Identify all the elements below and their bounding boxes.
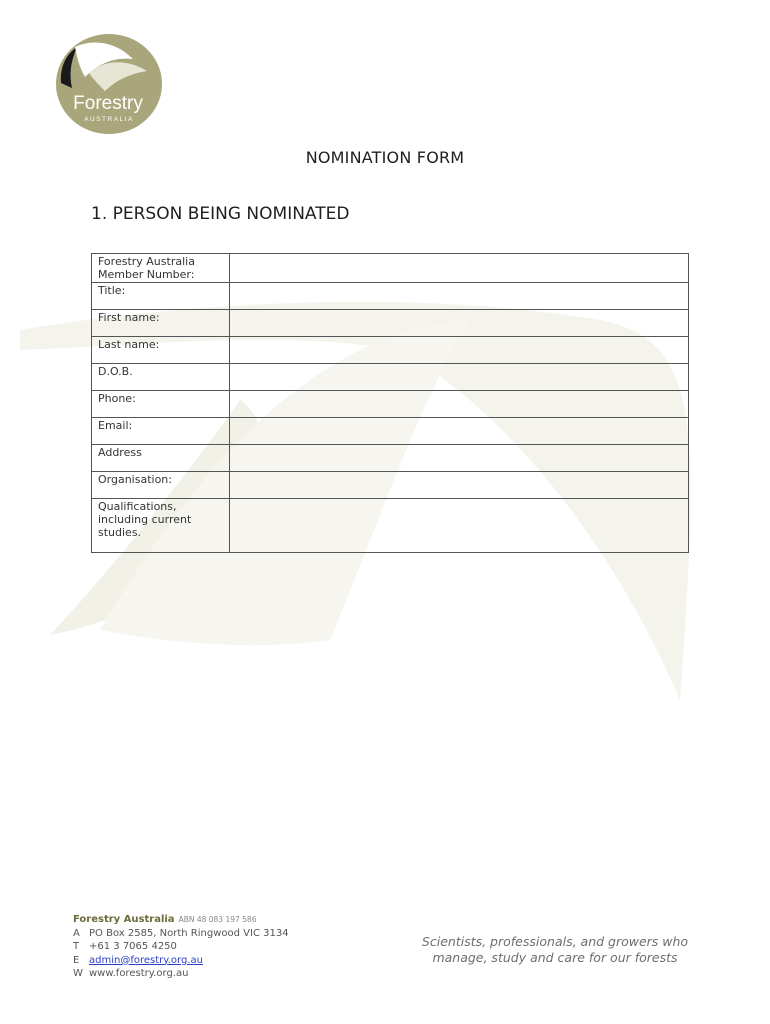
organisation-field[interactable] [230,472,689,499]
footer-email-link[interactable]: admin@forestry.org.au [89,954,203,966]
field-label-last-name: Last name: [92,337,230,364]
field-label-title: Title: [92,283,230,310]
table-row [92,445,689,472]
table-row [92,254,689,283]
footer-address: PO Box 2585, North Ringwood VIC 3134 [89,927,289,939]
footer-abn: ABN 48 083 197 586 [178,915,257,924]
field-label-dob: D.O.B. [92,364,230,391]
footer-contact [73,913,289,981]
field-label-qualifications: Qualifications, including current studies. [92,499,230,553]
field-label-organisation: Organisation: [92,472,230,499]
form-title: NOMINATION FORM [305,148,465,167]
field-label-first-name: First name: [92,310,230,337]
nominee-details-table [91,253,689,553]
section-title: 1. PERSON BEING NOMINATED [91,204,350,224]
table-row [92,310,689,337]
web-key: W [73,968,83,980]
footer-website: www.forestry.org.au [89,968,189,980]
email-key: E [73,954,80,966]
member-number-field[interactable] [230,254,689,283]
table-row [92,337,689,364]
title-field[interactable] [230,283,689,310]
table-row [92,283,689,310]
address-field[interactable] [230,445,689,472]
table-row [92,364,689,391]
field-label-address: Address [92,445,230,472]
logo-text: Forestry [73,93,143,114]
footer-org-name: Forestry Australia [73,914,175,925]
field-label-email: Email: [92,418,230,445]
field-label-phone: Phone: [92,391,230,418]
table-row [92,418,689,445]
first-name-field[interactable] [230,310,689,337]
field-label-member-number: Forestry Australia Member Number: [92,254,230,283]
phone-key: T [73,941,80,953]
table-row [92,499,689,553]
table-row [92,472,689,499]
phone-field[interactable] [230,391,689,418]
tagline: Scientists, professionals, and growers who manage, study and care for our forests [421,934,689,965]
email-field[interactable] [230,418,689,445]
table-row [92,391,689,418]
qualifications-field[interactable] [230,499,689,553]
footer-phone: +61 3 7065 4250 [89,941,177,953]
address-key: A [73,927,80,939]
last-name-field[interactable] [230,337,689,364]
dob-field[interactable] [230,364,689,391]
forestry-australia-logo [55,33,163,135]
logo-subtext: AUSTRALIA [84,116,134,123]
